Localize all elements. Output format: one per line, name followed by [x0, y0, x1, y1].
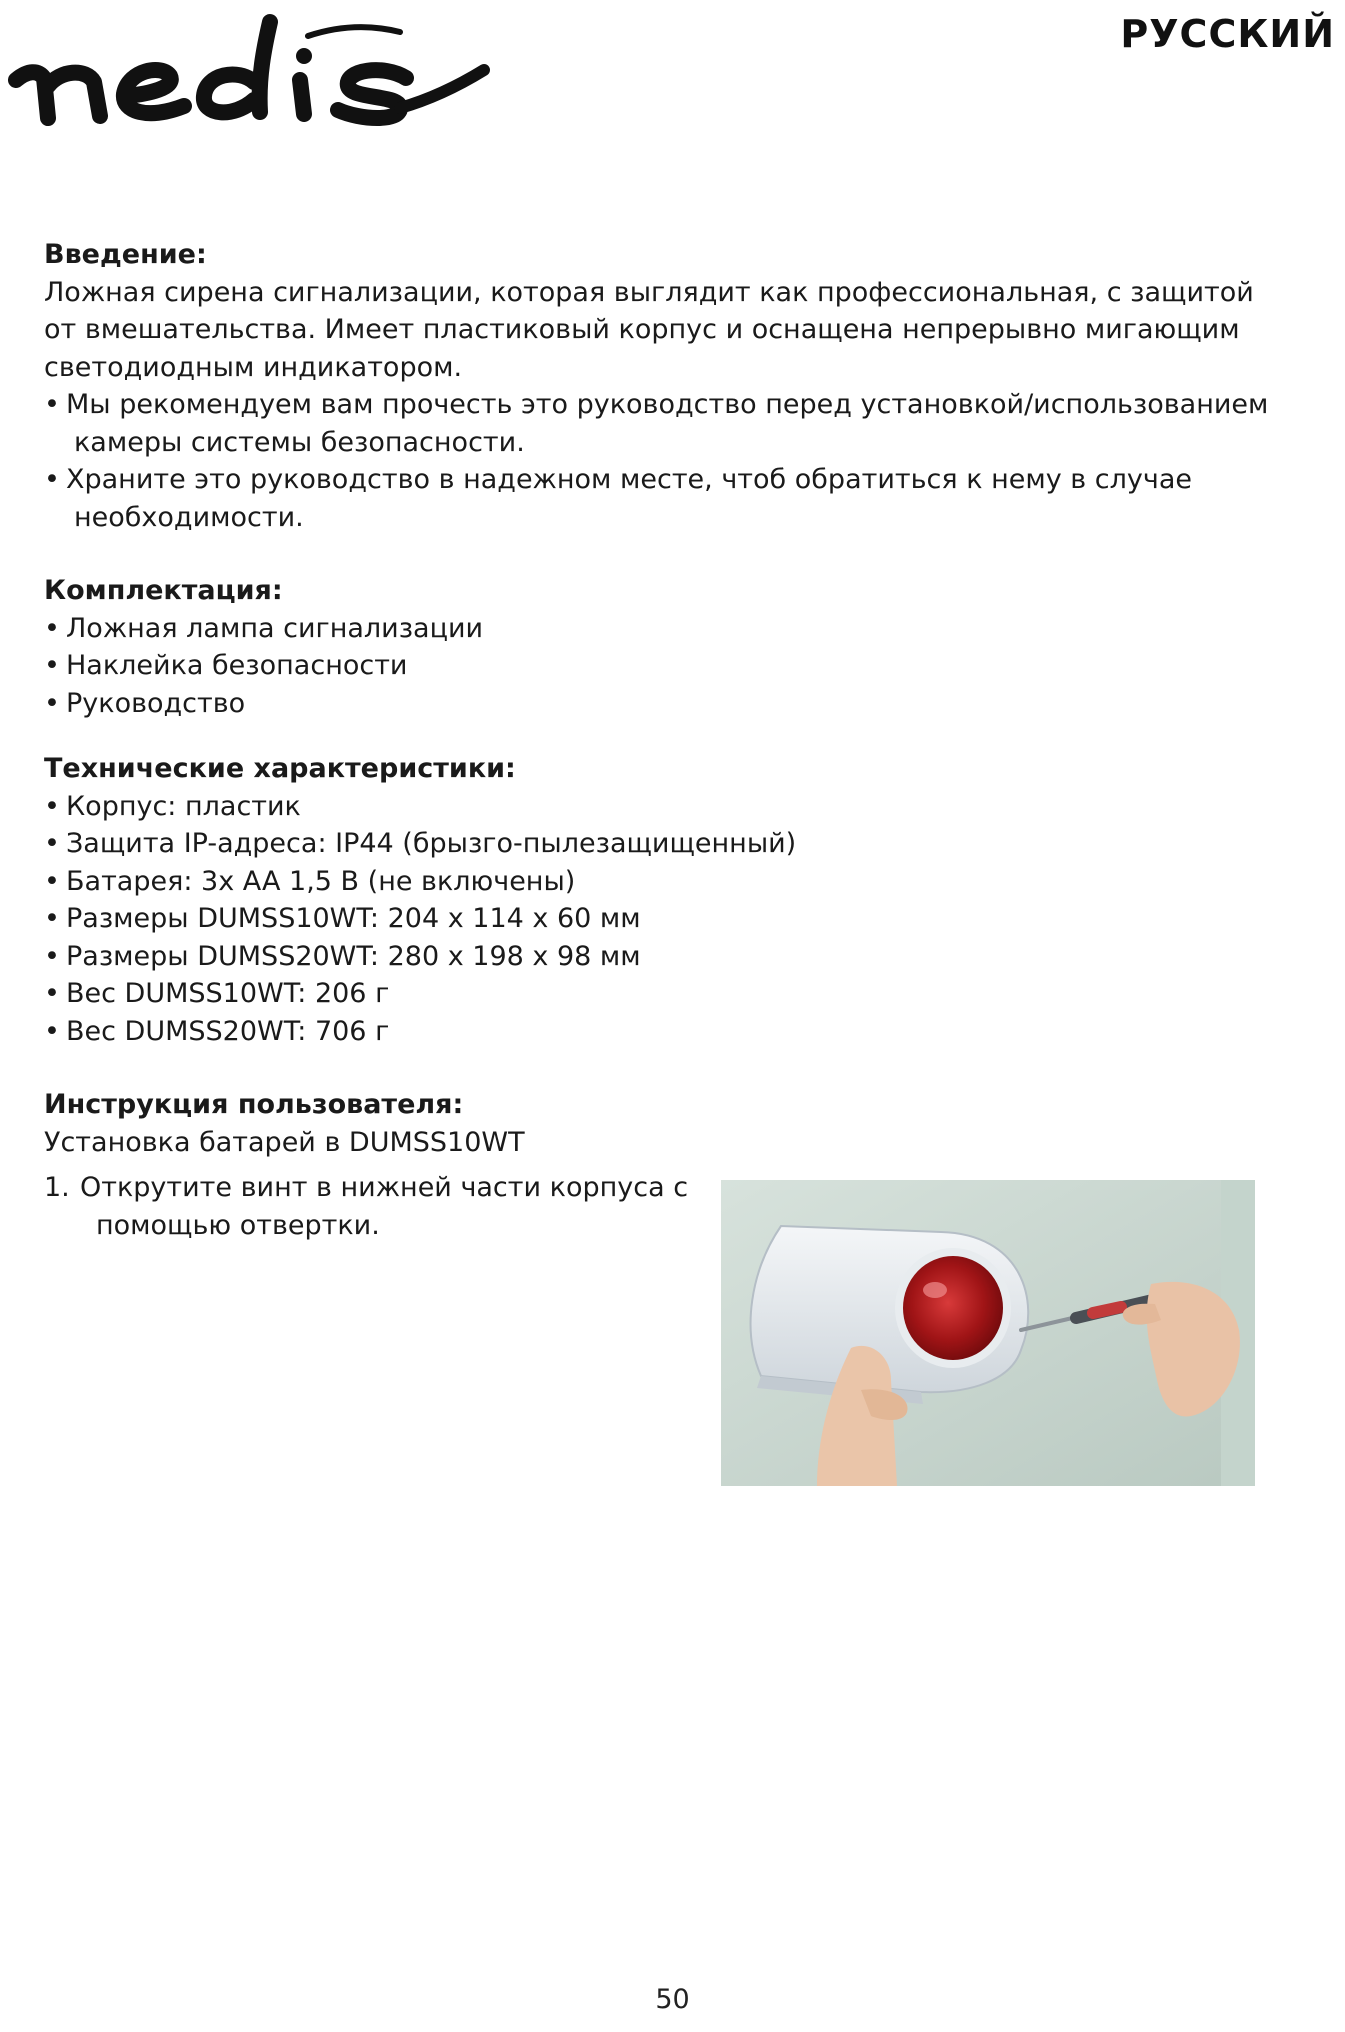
instructions-heading: Инструкция пользователя: — [44, 1089, 464, 1120]
siren-screwdriver-photo — [721, 1180, 1255, 1486]
instructions-subheading: Установка батарей в DUMSS10WT — [44, 1126, 525, 1158]
list-item: • Руководство — [44, 685, 1294, 723]
list-item: • Вес DUMSS20WT: 706 г — [44, 1013, 1294, 1051]
list-item: • Вес DUMSS10WT: 206 г — [44, 975, 1294, 1013]
list-item: • Наклейка безопасности — [44, 647, 1294, 685]
intro-paragraph-line: Ложная сирена сигнализации, которая выглядит как профессиональная, с защитой — [44, 276, 1254, 308]
list-item-text: камеры системы безопасности. — [74, 426, 525, 458]
specs-section — [44, 750, 1294, 1050]
document-body — [44, 236, 1294, 1244]
intro-bullets — [44, 386, 1294, 536]
intro-section — [44, 236, 1294, 536]
specs-list — [44, 788, 1294, 1051]
list-item-text: необходимости. — [74, 501, 304, 533]
list-item-text: Храните это руководство в надежном месте, чтоб обратиться к нему в случае — [66, 464, 1192, 495]
step-number: 1. — [44, 1172, 70, 1203]
list-item: • Ложная лампа сигнализации — [44, 610, 1294, 648]
package-heading: Комплектация: — [44, 575, 283, 606]
instruction-step — [44, 1169, 720, 1244]
intro-paragraph — [44, 274, 1294, 387]
intro-paragraph-line: от вмешательства. Имеет пластиковый корпус и оснащена непрерывно мигающим — [44, 314, 1240, 345]
list-item: • Защита IP-адреса: IP44 (брызго-пылезащищенный) — [44, 825, 1294, 863]
step-text: Открутите винт в нижней части корпуса с — [80, 1172, 689, 1203]
specs-heading: Технические характеристики: — [44, 753, 516, 784]
list-item: • Размеры DUMSS20WT: 280 x 198 x 98 мм — [44, 938, 1294, 976]
nedis-logo — [8, 8, 500, 132]
list-item: • Корпус: пластик — [44, 788, 1294, 826]
intro-heading: Введение: — [44, 239, 207, 270]
list-item: • Батарея: 3x AA 1,5 В (не включены) — [44, 863, 1294, 901]
list-item — [44, 386, 1294, 461]
step-text: помощью отвертки. — [96, 1209, 380, 1241]
list-item: • Размеры DUMSS10WT: 204 x 114 x 60 мм — [44, 900, 1294, 938]
package-list — [44, 610, 1294, 723]
page-number: 50 — [655, 1984, 690, 2015]
intro-paragraph-line: светодиодным индикатором. — [44, 351, 463, 383]
list-item — [44, 461, 1294, 536]
language-label: РУССКИЙ — [1120, 12, 1335, 56]
package-section — [44, 572, 1294, 722]
list-item-text: Мы рекомендуем вам прочесть это руководство перед установкой/использованием — [66, 389, 1269, 420]
